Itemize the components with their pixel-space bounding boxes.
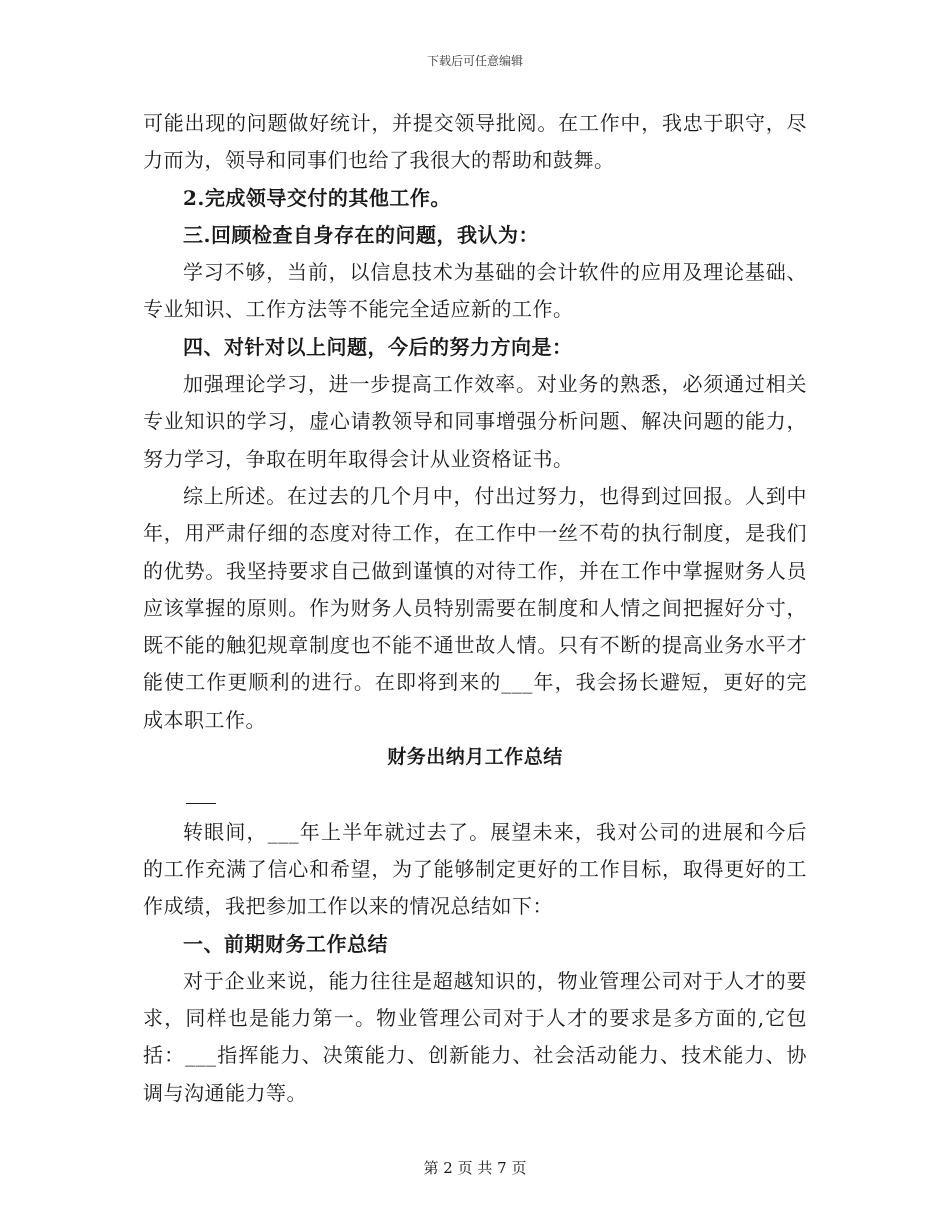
paragraph: 学习不够，当前，以信息技术为基础的会计软件的应用及理论基础、专业知识、工作方法等不能完全适应新的工作。 [143, 260, 807, 322]
page-header: 下载后可任意编辑 [426, 54, 523, 68]
document-body [143, 105, 807, 1112]
paragraph: 加强理论学习，进一步提高工作效率。对业务的熟悉，必须通过相关专业知识的学习，虚心请教领导和同事增强分析问题、解决问题的能力，努力学习，争取在明年取得会计从业资格证书。 [143, 372, 807, 471]
paragraph: 可能出现的问题做好统计，并提交领导批阅。在工作中，我忠于职守，尽力而为，领导和同事们也给了我很大的帮助和鼓舞。 [143, 111, 807, 173]
document-title: 财务出纳月工作总结 [387, 746, 563, 769]
section-heading: 三.回顾检查自身存在的问题，我认为： [183, 222, 539, 247]
list-item-heading: 2.完成领导交付的其他工作。 [183, 185, 451, 210]
page-number: 第 2 页 共 7 页 [423, 1159, 527, 1177]
underline-blank [186, 803, 216, 804]
paragraph: 综上所述。在过去的几个月中，付出过努力，也得到过回报。人到中年，用严肃仔细的态度对待工作，在工作中一丝不苟的执行制度，是我们的优势。我坚持要求自己做到谨慎的对待工作，并在工作中掌握财务人员应该掌握的原则。作为财务人员特别需要在制度和人情之间把握好分寸，既不能的触犯规章制度也不能不通世故人情。只有不断的提高业务水平才能使工作更顺利的进行。在即将到来的___年，我会扬长避短，更好的完成本职工作。 [143, 483, 807, 732]
blank-line [143, 776, 807, 813]
paragraph: 转眼间，___年上半年就过去了。展望未来，我对公司的进展和今后的工作充满了信心和希望，为了能够制定更好的工作目标，取得更好的工作成绩，我把参加工作以来的情况总结如下： [143, 819, 807, 919]
paragraph: 对于企业来说，能力往往是超越知识的，物业管理公司对于人才的要求，同样也是能力第一。物业管理公司对于人才的要求是多方面的,它包括：___指挥能力、决策能力、创新能力、社会活动能力、技术能力、协调与沟通能力等。 [143, 968, 807, 1105]
section-heading: 一、前期财务工作总结 [183, 931, 388, 956]
section-heading: 四、对针对以上问题，今后的努力方向是： [183, 334, 573, 359]
